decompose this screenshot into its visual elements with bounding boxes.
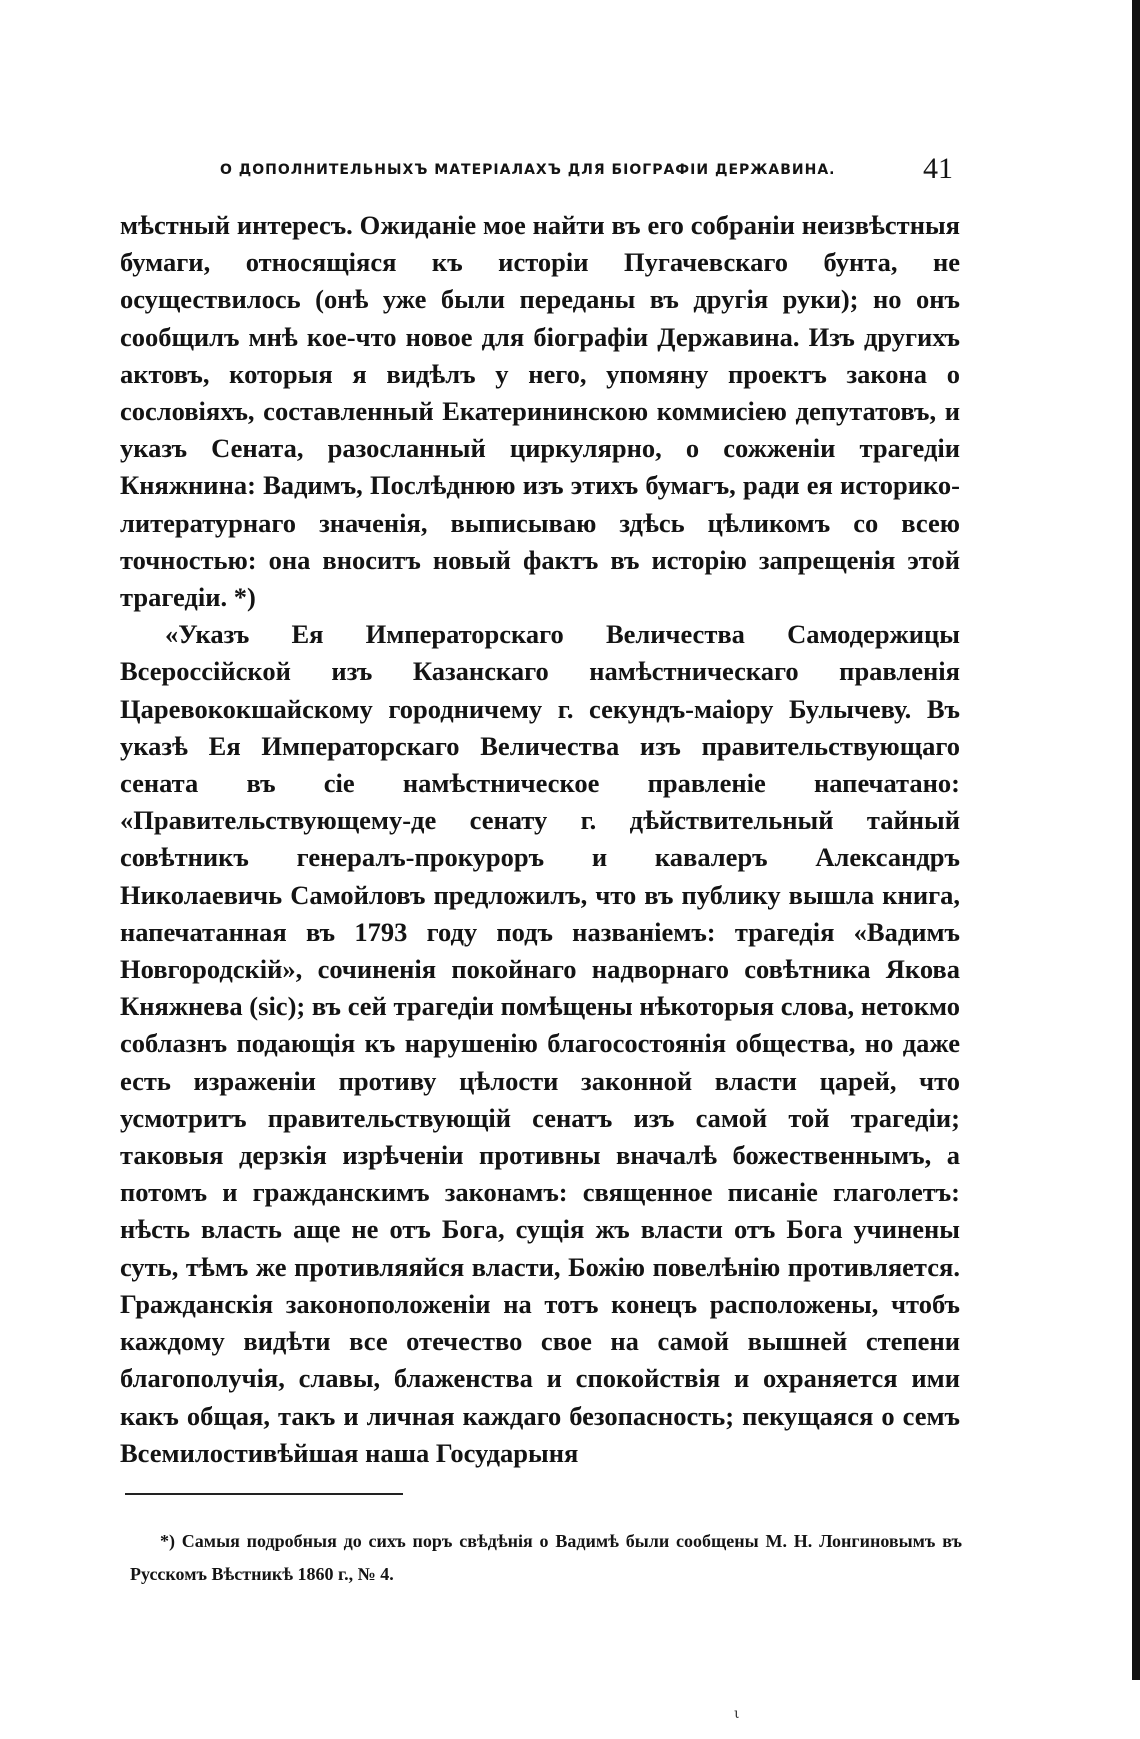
running-title: О ДОПОЛНИТЕЛЬНЫХЪ МАТЕРІАЛАХЪ ДЛЯ БІОГРАФІИ ДЕРЖАВИНА. [220,162,836,178]
running-head [120,152,963,202]
page-number: 41 [923,152,953,185]
bottom-mark: ι [734,1706,740,1722]
paragraph-1: мѣстный интересъ. Ожиданіе мое найти въ его собраніи неизвѣстныя бумаги, относящіяся къ исторіи Пугачевскаго бунта, не осуществилось (онѣ уже были переданы въ другія руки); но онъ сообщилъ мнѣ кое-что новое для біографіи Державина. Изъ другихъ актовъ, которыя я видѣлъ у него, упомяну проектъ закона о сословіяхъ, составленный Екатерининскою коммисіею депутатовъ, и указъ Сената, разосланный циркулярно, о сожженіи трагедіи Княжнина: Вадимъ, Послѣднюю изъ этихъ бумагъ, ради ея историко-литературнаго значенія, выписываю здѣсь цѣликомъ со всею точностью: она вноситъ новый фактъ въ исторію запрещенія этой трагедіи. *) [120,210,960,613]
page-edge-shadow [1132,0,1140,1680]
paragraph-2: «Указъ Ея Императорскаго Величества Самодержицы Всероссійской изъ Казанскаго намѣстническаго правленія Царевококшайскому городничему г. секундъ-маіору Булычеву. Въ указѣ Ея Императорскаго Величества изъ правительствующаго сената въ сіе намѣстническое правленіе напечатано: «Правительствующему-де сенату г. дѣйствительный тайный совѣтникъ генералъ-прокуроръ и кавалеръ Александръ Николаевичь Самойловъ предложилъ, что въ публику вышла книга, напечатанная въ 1793 году подъ названіемъ: трагедія «Вадимъ Новгородскій», сочиненія покойнаго надворнаго совѣтника Якова Княжнева (sic); въ сей трагедіи помѣщены нѣкоторыя слова, нетокмо соблазнъ подающія къ нарушенію благосостоянія общества, но даже есть израженіи противу цѣлости законной власти царей, что усмотритъ правительствующій сенатъ изъ самой той трагедіи; таковыя дерзкія изрѣченіи противны вначалѣ божественнымъ, а потомъ и гражданскимъ законамъ: священное писаніе глаголетъ: нѣсть власть аще не отъ Бога, сущія жъ власти отъ Бога учинены суть, тѣмъ же противляяйся власти, Божію повелѣнію противляется. Гражданскія законоположеніи на тотъ конецъ расположены, чтобъ каждому видѣти все отечество свое на самой вышней степени благополучія, славы, блаженства и спокойствія и охраняется ими какъ общая, такъ и личная каждаго безопасность; пекущаяся о семъ Всемилостивѣйшая наша Государыня [120,619,960,1468]
footnote-rule [125,1493,403,1495]
body-text [120,207,960,1472]
footnote: *) Самыя подробныя до сихъ поръ свѣдѣнія о Вадимѣ были сообщены М. Н. Лонгиновымъ въ Русскомъ Вѣстникѣ 1860 г., № 4. [130,1531,962,1584]
